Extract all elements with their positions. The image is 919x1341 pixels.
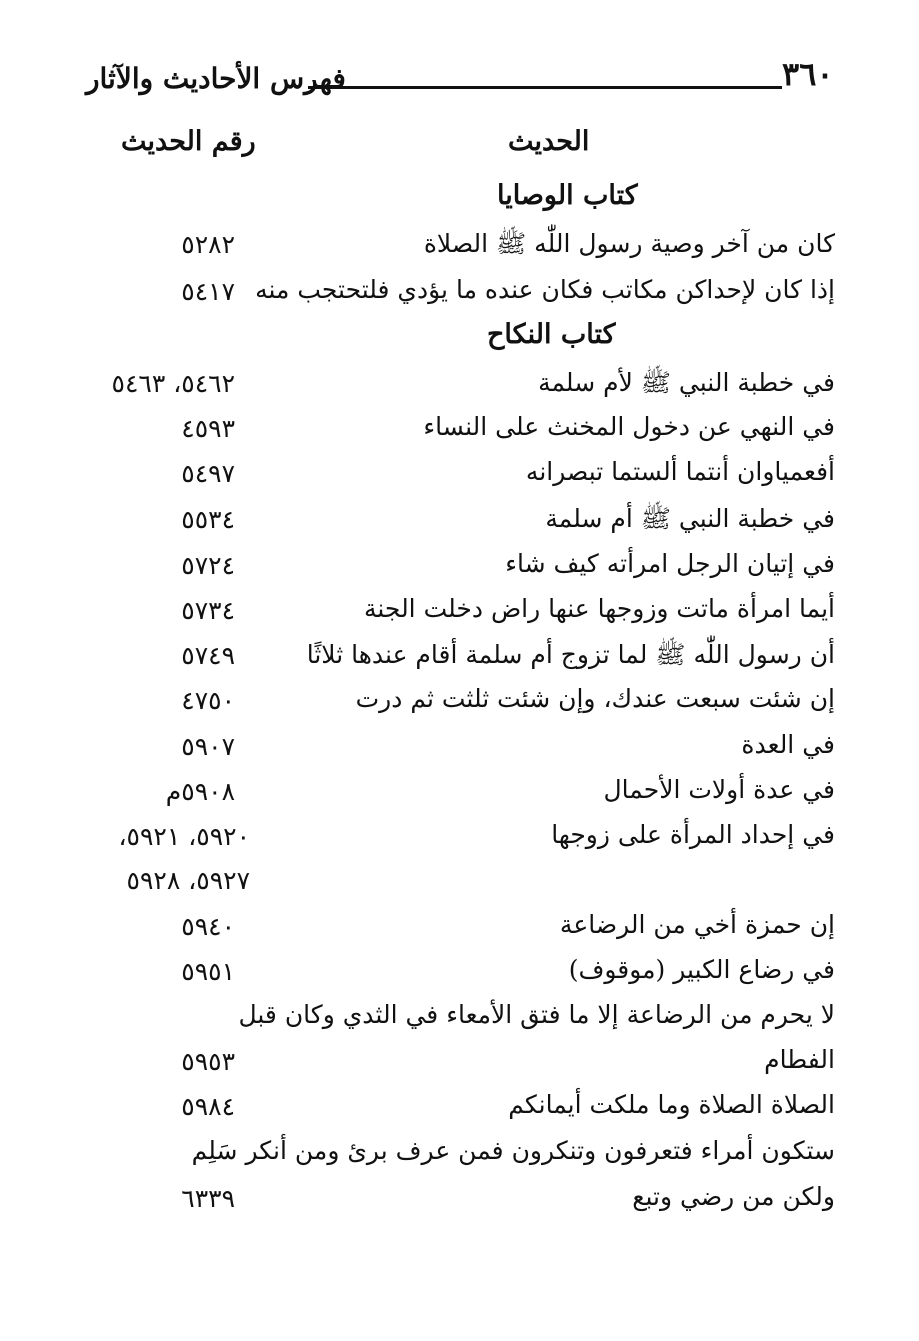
hadith-entry: في عدة أولات الأحمال [603, 775, 835, 804]
hadith-entry-continued: الفطام [764, 1045, 835, 1074]
section-title-wills: كتاب الوصايا [497, 180, 638, 211]
hadith-number: ٥٧٢٤ [181, 551, 235, 580]
hadith-number: ٥٤٦٢، ٥٤٦٣ [111, 369, 235, 398]
hadith-entry: في خطبة النبي ﷺ لأم سلمة [538, 368, 835, 397]
hadith-entry-continued: ولكن من رضي وتبع [632, 1182, 835, 1211]
hadith-entry: كان من آخر وصية رسول اللّٰه ﷺ الصلاة [423, 229, 835, 258]
hadith-entry: إن شئت سبعت عندك، وإن شئت ثلثت ثم درت [355, 684, 835, 713]
hadith-number: ٥٧٣٤ [181, 596, 235, 625]
hadith-number: ٥٩٥١ [181, 957, 235, 986]
hadith-entry: في إتيان الرجل امرأته كيف شاء [505, 549, 835, 578]
page-number: ٣٦٠ [782, 55, 834, 93]
hadith-entry: في العدة [741, 730, 835, 759]
hadith-number: ٥٥٣٤ [181, 505, 235, 534]
hadith-number: ٥٧٤٩ [181, 641, 235, 670]
hadith-number-continued: ٥٩٢٧، ٥٩٢٨ [126, 866, 250, 895]
hadith-number: ٥٩٢٠، ٥٩٢١، [118, 822, 250, 851]
hadith-entry: إذا كان لإحداكن مكاتب فكان عنده ما يؤدي فلتحتجب منه [255, 275, 835, 304]
hadith-number: ٤٥٩٣ [181, 414, 235, 443]
hadith-entry: أن رسول اللّٰه ﷺ لما تزوج أم سلمة أقام عندها ثلاثًا [306, 640, 835, 669]
header-rule [308, 86, 782, 89]
hadith-entry: في إحداد المرأة على زوجها [551, 820, 835, 849]
column-heading-number: رقم الحديث [121, 126, 256, 157]
section-title-marriage: كتاب النكاح [487, 319, 616, 350]
hadith-entry: في خطبة النبي ﷺ أم سلمة [545, 504, 835, 533]
hadith-number: ٤٧٥٠ [181, 686, 235, 715]
column-heading-hadith: الحديث [508, 126, 590, 157]
hadith-entry: في النهي عن دخول المخنث على النساء [423, 412, 835, 441]
hadith-number: ٥٤٩٧ [181, 459, 235, 488]
hadith-entry: في رضاع الكبير (موقوف) [568, 955, 835, 984]
hadith-number: ٥٩٠٨م [165, 777, 235, 806]
hadith-entry: أيما امرأة ماتت وزوجها عنها راض دخلت الجنة [363, 594, 835, 623]
hadith-number: ٥٢٨٢ [181, 230, 235, 259]
hadith-entry: إن حمزة أخي من الرضاعة [559, 910, 835, 939]
hadith-number: ٥٩٨٤ [181, 1092, 235, 1121]
hadith-number: ٥٩٥٣ [181, 1047, 235, 1076]
hadith-entry: ستكون أمراء فتعرفون وتنكرون فمن عرف برئ ومن أنكر سَلِم [191, 1136, 835, 1165]
hadith-number: ٦٣٣٩ [181, 1184, 235, 1213]
running-title: فهرس الأحاديث والآثار [86, 62, 346, 95]
hadith-number: ٥٩٠٧ [181, 732, 235, 761]
hadith-entry: لا يحرم من الرضاعة إلا ما فتق الأمعاء في الثدي وكان قبل [238, 1000, 835, 1029]
hadith-number: ٥٤١٧ [181, 277, 235, 306]
hadith-entry: الصلاة الصلاة وما ملكت أيمانكم [508, 1090, 835, 1119]
hadith-number: ٥٩٤٠ [181, 912, 235, 941]
hadith-entry: أفعمياوان أنتما ألستما تبصرانه [525, 457, 835, 486]
